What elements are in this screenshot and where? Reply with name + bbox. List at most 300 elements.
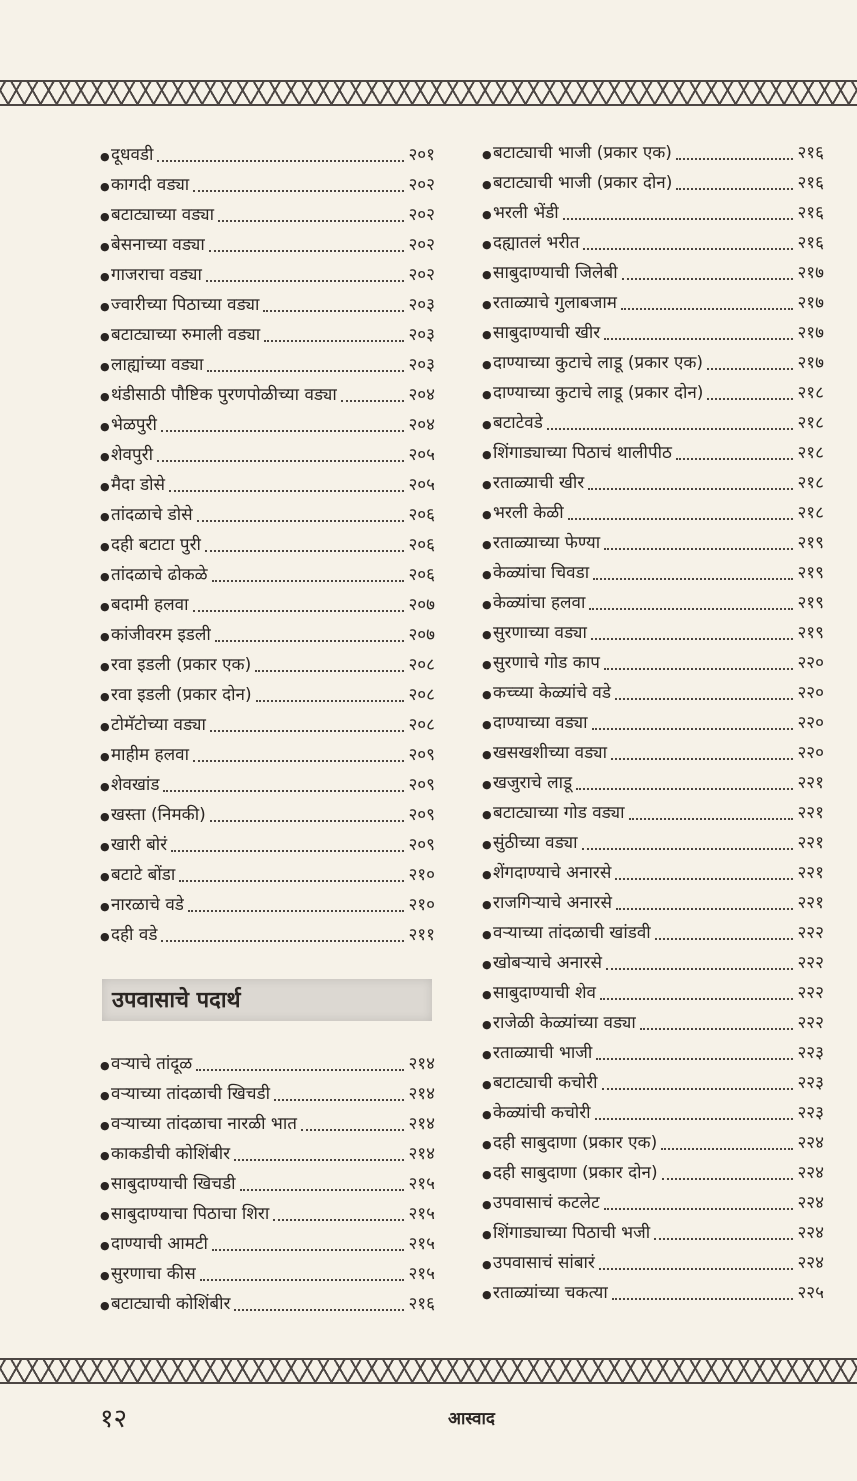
dot-leader [655, 937, 794, 940]
toc-entry-page: २१० [408, 895, 435, 915]
toc-entry [100, 380, 435, 410]
dot-leader [593, 577, 793, 580]
toc-entry-page: २१९ [797, 533, 824, 553]
toc-entry-page: २२० [797, 743, 824, 763]
toc-entry [482, 228, 824, 258]
bullet-icon: ● [482, 1198, 492, 1211]
toc-entry-title: भरली केळी [493, 503, 564, 523]
toc-entry-title: टोमॅटोच्या वड्या [111, 715, 206, 735]
dot-leader [210, 819, 405, 822]
decorative-border-bottom [0, 1358, 857, 1384]
dot-leader [163, 789, 404, 792]
toc-entry-title: वऱ्याच्या तांदळाची खिचडी [111, 1084, 271, 1104]
toc-entry [100, 290, 435, 320]
toc-entry [482, 168, 824, 198]
bullet-icon: ● [100, 1209, 110, 1222]
bullet-icon: ● [482, 328, 492, 341]
bullet-icon: ● [100, 510, 110, 523]
bullet-icon: ● [100, 1179, 110, 1192]
dot-leader [215, 639, 405, 642]
bullet-icon: ● [482, 178, 492, 191]
toc-entry-page: २२१ [797, 893, 824, 913]
toc-entry [482, 438, 824, 468]
toc-entry-title: रवा इडली (प्रकार एक) [111, 655, 252, 675]
dot-leader [200, 1278, 405, 1281]
bullet-icon: ● [100, 690, 110, 703]
toc-entry-title: राजगिऱ्याचे अनारसे [493, 893, 612, 913]
bullet-icon: ● [482, 1048, 492, 1061]
bullet-icon: ● [100, 150, 110, 163]
toc-entry-title: साबुदाण्याची खीर [493, 323, 601, 343]
toc-entry-title: रताळ्यांच्या चकत्या [493, 1283, 608, 1303]
toc-entry [100, 890, 435, 920]
toc-right-column [482, 138, 824, 1308]
toc-entry-title: उपवासाचं कटलेट [493, 1193, 600, 1213]
toc-entry [482, 1218, 824, 1248]
toc-entry-page: २१४ [408, 1114, 435, 1134]
bullet-icon: ● [482, 958, 492, 971]
bullet-icon: ● [100, 420, 110, 433]
dot-leader [676, 187, 793, 190]
dot-leader [621, 307, 794, 310]
toc-entry [482, 1038, 824, 1068]
dot-leader [207, 369, 404, 372]
dot-leader [196, 1068, 404, 1071]
toc-entry-page: २२१ [797, 833, 824, 853]
dot-leader [301, 1128, 404, 1131]
dot-leader [193, 189, 404, 192]
page-number: १२ [100, 1404, 128, 1434]
bullet-icon: ● [100, 780, 110, 793]
bullet-icon: ● [482, 148, 492, 161]
bullet-icon: ● [100, 210, 110, 223]
bullet-icon: ● [482, 898, 492, 911]
toc-entry [100, 860, 435, 890]
toc-entry [482, 318, 824, 348]
toc-entry [482, 618, 824, 648]
dot-leader [604, 337, 793, 340]
toc-entry [100, 320, 435, 350]
dot-leader [240, 1188, 405, 1191]
toc-entry-title: राजेळी केळ्यांच्या वड्या [493, 1013, 636, 1033]
toc-entry-page: २१६ [797, 143, 824, 163]
toc-entry-title: नारळाचे वडे [111, 895, 184, 915]
bullet-icon: ● [482, 478, 492, 491]
toc-entry-title: केळ्यांचा हलवा [493, 593, 586, 613]
bullet-icon: ● [100, 1119, 110, 1132]
toc-entry-title: कच्च्या केळ्यांचे वडे [493, 683, 611, 703]
toc-entry-title: खस्ता (निमकी) [111, 805, 206, 825]
toc-entry [482, 768, 824, 798]
toc-entry [100, 1289, 435, 1319]
toc-entry [482, 1098, 824, 1128]
toc-entry-title: केळ्यांचा चिवडा [493, 563, 590, 583]
dot-leader [591, 637, 794, 640]
toc-section-list [100, 1049, 435, 1319]
toc-entry-page: २१८ [797, 473, 824, 493]
toc-entry-page: २२२ [797, 953, 824, 973]
toc-entry [482, 408, 824, 438]
toc-entry [100, 830, 435, 860]
toc-entry-title: सुरणाचे गोड काप [493, 653, 600, 673]
bullet-icon: ● [482, 988, 492, 1001]
bullet-icon: ● [482, 1108, 492, 1121]
dot-leader [606, 967, 793, 970]
toc-entry [100, 740, 435, 770]
bullet-icon: ● [482, 418, 492, 431]
dot-leader [583, 247, 793, 250]
toc-entry-title: तांदळाचे ढोकळे [111, 565, 208, 585]
toc-entry-page: २०२ [408, 175, 435, 195]
toc-entry-page: २०२ [408, 265, 435, 285]
dot-leader [341, 399, 405, 402]
dot-leader [210, 729, 405, 732]
dot-leader [662, 1177, 794, 1180]
bullet-icon: ● [482, 628, 492, 641]
toc-entry-title: साबुदाण्याची शेव [493, 983, 596, 1003]
dot-leader [640, 1027, 794, 1030]
bullet-icon: ● [482, 1168, 492, 1181]
toc-entry [482, 678, 824, 708]
dot-leader [157, 459, 404, 462]
toc-entry-page: २१९ [797, 593, 824, 613]
dot-leader [179, 879, 404, 882]
toc-entry-page: २१० [408, 865, 435, 885]
dot-leader [612, 1297, 794, 1300]
toc-entry [482, 798, 824, 828]
toc-entry [100, 230, 435, 260]
toc-entry-page: २२३ [797, 1073, 824, 1093]
bullet-icon: ● [100, 1299, 110, 1312]
toc-entry-page: २१६ [797, 203, 824, 223]
bullet-icon: ● [482, 508, 492, 521]
toc-entry-page: २१५ [408, 1264, 435, 1284]
toc-entry-page: २०१ [408, 145, 435, 165]
toc-entry-page: २२४ [797, 1253, 824, 1273]
toc-entry-title: गाजराचा वड्या [111, 265, 202, 285]
bullet-icon: ● [482, 1258, 492, 1271]
toc-entry-title: खोबऱ्याचे अनारसे [493, 953, 603, 973]
dot-leader [218, 219, 404, 222]
toc-entry-title: वऱ्याच्या तांदळाचा नारळी भात [111, 1114, 297, 1134]
toc-entry [482, 288, 824, 318]
toc-entry [482, 1278, 824, 1308]
bullet-icon: ● [482, 388, 492, 401]
bullet-icon: ● [482, 598, 492, 611]
bullet-icon: ● [100, 1149, 110, 1162]
toc-entry-page: २०६ [408, 505, 435, 525]
toc-entry-page: २२४ [797, 1193, 824, 1213]
toc-entry-page: २२५ [797, 1283, 824, 1303]
toc-entry [482, 468, 824, 498]
toc-entry [482, 1248, 824, 1278]
toc-entry-page: २१७ [797, 293, 824, 313]
toc-entry-title: लाह्यांच्या वड्या [111, 355, 204, 375]
toc-entry-title: साबुदाण्याची जिलेबी [493, 263, 618, 283]
toc-entry-title: शेवपुरी [111, 445, 154, 465]
toc-entry-title: मैदा डोसे [111, 475, 165, 495]
toc-entry-title: कांजीवरम इडली [111, 625, 211, 645]
toc-entry [100, 140, 435, 170]
toc-entry-title: दाण्याच्या कुटाचे लाडू (प्रकार एक) [493, 353, 704, 373]
toc-entry-page: २०९ [408, 745, 435, 765]
toc-entry-title: दही वडे [111, 925, 158, 945]
toc-entry-page: २२२ [797, 923, 824, 943]
toc-entry-page: २२१ [797, 773, 824, 793]
dot-leader [169, 489, 404, 492]
dot-leader [615, 877, 793, 880]
toc-entry-title: खजुराचे लाडू [493, 773, 573, 793]
dot-leader [188, 909, 405, 912]
toc-entry [100, 260, 435, 290]
toc-entry [100, 440, 435, 470]
toc-entry-page: २१७ [797, 323, 824, 343]
dot-leader [611, 757, 793, 760]
dot-leader [161, 429, 405, 432]
toc-entry-title: रताळ्याची खीर [493, 473, 585, 493]
dot-leader [622, 277, 794, 280]
toc-entry-page: २१६ [408, 1294, 435, 1314]
bullet-icon: ● [100, 840, 110, 853]
toc-entry [482, 1068, 824, 1098]
dot-leader [576, 787, 793, 790]
bullet-icon: ● [100, 630, 110, 643]
toc-entry-title: दही साबुदाणा (प्रकार दोन) [493, 1163, 658, 1183]
toc-entry-page: २१४ [408, 1054, 435, 1074]
toc-entry-title: सुरणाच्या वड्या [493, 623, 587, 643]
dot-leader [707, 367, 793, 370]
dot-leader [264, 339, 404, 342]
bullet-icon: ● [482, 1288, 492, 1301]
bullet-icon: ● [482, 268, 492, 281]
toc-entry-page: २०५ [408, 475, 435, 495]
toc-entry-page: २२० [797, 713, 824, 733]
bullet-icon: ● [100, 1089, 110, 1102]
toc-entry-title: बटाटेवडे [493, 413, 543, 433]
toc-entry-title: काकडीची कोशिंबीर [111, 1144, 231, 1164]
dot-leader [273, 1218, 404, 1221]
toc-entry-title: वऱ्याच्या तांदळाची खांडवी [493, 923, 651, 943]
toc-entry [482, 258, 824, 288]
toc-entry [482, 1158, 824, 1188]
toc-entry [482, 708, 824, 738]
toc-entry [482, 978, 824, 1008]
bullet-icon: ● [100, 390, 110, 403]
bullet-icon: ● [100, 720, 110, 733]
toc-entry [482, 1188, 824, 1218]
bullet-icon: ● [482, 568, 492, 581]
dot-leader [263, 309, 404, 312]
toc-entry [100, 1169, 435, 1199]
toc-entry-page: २०८ [408, 715, 435, 735]
toc-entry [100, 1229, 435, 1259]
toc-entry-title: बदामी हलवा [111, 595, 189, 615]
toc-entry-title: रताळ्याचे गुलाबजाम [493, 293, 617, 313]
dot-leader [600, 997, 793, 1000]
bullet-icon: ● [482, 1228, 492, 1241]
toc-entry-page: २१५ [408, 1204, 435, 1224]
dot-leader [676, 157, 794, 160]
toc-entry-title: शिंगाड्याच्या पिठाचं थालीपीठ [493, 443, 672, 463]
toc-entry-title: तांदळाचे डोसे [111, 505, 193, 525]
bullet-icon: ● [100, 540, 110, 553]
toc-entry [100, 170, 435, 200]
toc-entry-page: २१७ [797, 263, 824, 283]
toc-entry-page: २१९ [797, 623, 824, 643]
bullet-icon: ● [100, 330, 110, 343]
toc-entry-page: २२४ [797, 1223, 824, 1243]
bullet-icon: ● [482, 238, 492, 251]
toc-entry-page: २२३ [797, 1043, 824, 1063]
toc-entry [482, 1008, 824, 1038]
bullet-icon: ● [100, 360, 110, 373]
toc-entry-page: २२० [797, 683, 824, 703]
dot-leader [661, 1147, 793, 1150]
bullet-icon: ● [482, 718, 492, 731]
toc-entry-title: रवा इडली (प्रकार दोन) [111, 685, 252, 705]
bullet-icon: ● [100, 900, 110, 913]
dot-leader [547, 427, 794, 430]
bullet-icon: ● [100, 300, 110, 313]
toc-entry-page: २०४ [408, 415, 435, 435]
toc-entry-page: २१८ [797, 503, 824, 523]
toc-entry-title: केळ्यांची कचोरी [493, 1103, 591, 1123]
toc-entry-page: २०३ [408, 295, 435, 315]
toc-entry-page: २२४ [797, 1133, 824, 1153]
bullet-icon: ● [100, 810, 110, 823]
dot-leader [193, 609, 405, 612]
toc-entry-page: २२० [797, 653, 824, 673]
dot-leader [563, 217, 794, 220]
toc-entry-title: दाण्याच्या कुटाचे लाडू (प्रकार दोन) [493, 383, 704, 403]
bullet-icon: ● [482, 538, 492, 551]
toc-entry [100, 920, 435, 950]
toc-entry [100, 560, 435, 590]
toc-entry-page: २०६ [408, 565, 435, 585]
toc-entry [482, 888, 824, 918]
toc-entry [100, 1199, 435, 1229]
toc-entry-page: २१४ [408, 1084, 435, 1104]
running-footer-title: आस्वाद [448, 1409, 495, 1429]
toc-entry [482, 738, 824, 768]
dot-leader [676, 457, 794, 460]
bullet-icon: ● [100, 1269, 110, 1282]
dot-leader [274, 1098, 404, 1101]
toc-entry [482, 948, 824, 978]
toc-entry-title: उपवासाचं सांबारं [493, 1253, 595, 1273]
toc-entry-title: दूधवडी [111, 145, 154, 165]
dot-leader [616, 907, 794, 910]
bullet-icon: ● [482, 808, 492, 821]
dot-leader [157, 159, 404, 162]
toc-entry [100, 1049, 435, 1079]
toc-entry [482, 588, 824, 618]
toc-entry-title: शेवखांड [111, 775, 160, 795]
bullet-icon: ● [482, 838, 492, 851]
bullet-icon: ● [100, 240, 110, 253]
dot-leader [197, 519, 405, 522]
dot-leader [206, 279, 405, 282]
toc-entry [100, 620, 435, 650]
toc-entry [482, 918, 824, 948]
toc-entry-title: कागदी वड्या [111, 175, 190, 195]
dot-leader [602, 1087, 794, 1090]
toc-entry-page: २१६ [797, 233, 824, 253]
toc-entry-page: २०८ [408, 655, 435, 675]
toc-left-column [100, 140, 435, 950]
toc-entry [482, 138, 824, 168]
toc-entry-page: २१८ [797, 443, 824, 463]
toc-entry-page: २१९ [797, 563, 824, 583]
toc-entry [482, 858, 824, 888]
bullet-icon: ● [100, 600, 110, 613]
toc-entry-page: २१८ [797, 383, 824, 403]
toc-entry [482, 198, 824, 228]
toc-entry-page: २०९ [408, 835, 435, 855]
toc-entry-page: २१८ [797, 413, 824, 433]
bullet-icon: ● [100, 870, 110, 883]
toc-entry [100, 470, 435, 500]
toc-entry [100, 800, 435, 830]
toc-entry [100, 1259, 435, 1289]
bullet-icon: ● [482, 358, 492, 371]
toc-entry-title: दाण्याची आमटी [111, 1234, 208, 1254]
toc-entry-title: माहीम हलवा [111, 745, 189, 765]
toc-entry-title: बटाट्याच्या रुमाली वड्या [111, 325, 261, 345]
toc-entry [482, 648, 824, 678]
dot-leader [234, 1158, 404, 1161]
dot-leader [654, 1237, 793, 1240]
dot-leader [604, 1207, 794, 1210]
decorative-border-top [0, 80, 857, 106]
toc-entry-page: २११ [408, 925, 435, 945]
toc-entry [100, 200, 435, 230]
bullet-icon: ● [100, 480, 110, 493]
toc-entry-title: बटाट्याची भाजी (प्रकार दोन) [493, 173, 673, 193]
toc-entry-title: शिंगाड्याच्या पिठाची भजी [493, 1223, 651, 1243]
toc-entry [482, 378, 824, 408]
bullet-icon: ● [482, 748, 492, 761]
dot-leader [604, 667, 794, 670]
bullet-icon: ● [100, 570, 110, 583]
dot-leader [615, 697, 794, 700]
bullet-icon: ● [100, 930, 110, 943]
toc-entry [482, 558, 824, 588]
toc-entry [100, 1079, 435, 1109]
toc-entry-title: दही बटाटा पुरी [111, 535, 201, 555]
section-heading: उपवासाचे पदार्थ [112, 988, 241, 1013]
toc-entry-title: खसखशीच्या वड्या [493, 743, 607, 763]
toc-entry-title: बटाट्याची कचोरी [493, 1073, 598, 1093]
toc-entry-page: २१५ [408, 1174, 435, 1194]
dot-leader [255, 669, 404, 672]
toc-entry-title: बटाट्याच्या गोड वड्या [493, 803, 625, 823]
bullet-icon: ● [482, 1138, 492, 1151]
toc-entry-page: २१६ [797, 173, 824, 193]
toc-entry-page: २०६ [408, 535, 435, 555]
toc-entry [100, 530, 435, 560]
toc-entry [482, 828, 824, 858]
bullet-icon: ● [100, 1059, 110, 1072]
bullet-icon: ● [482, 928, 492, 941]
toc-entry-title: वऱ्याचे तांदूळ [111, 1054, 193, 1074]
toc-entry-title: बेसनाच्या वड्या [111, 235, 205, 255]
toc-entry-page: २१४ [408, 1144, 435, 1164]
toc-entry-page: २०९ [408, 805, 435, 825]
toc-entry-title: रताळ्याच्या फेण्या [493, 533, 601, 553]
toc-entry-page: २२२ [797, 1013, 824, 1033]
bullet-icon: ● [482, 298, 492, 311]
